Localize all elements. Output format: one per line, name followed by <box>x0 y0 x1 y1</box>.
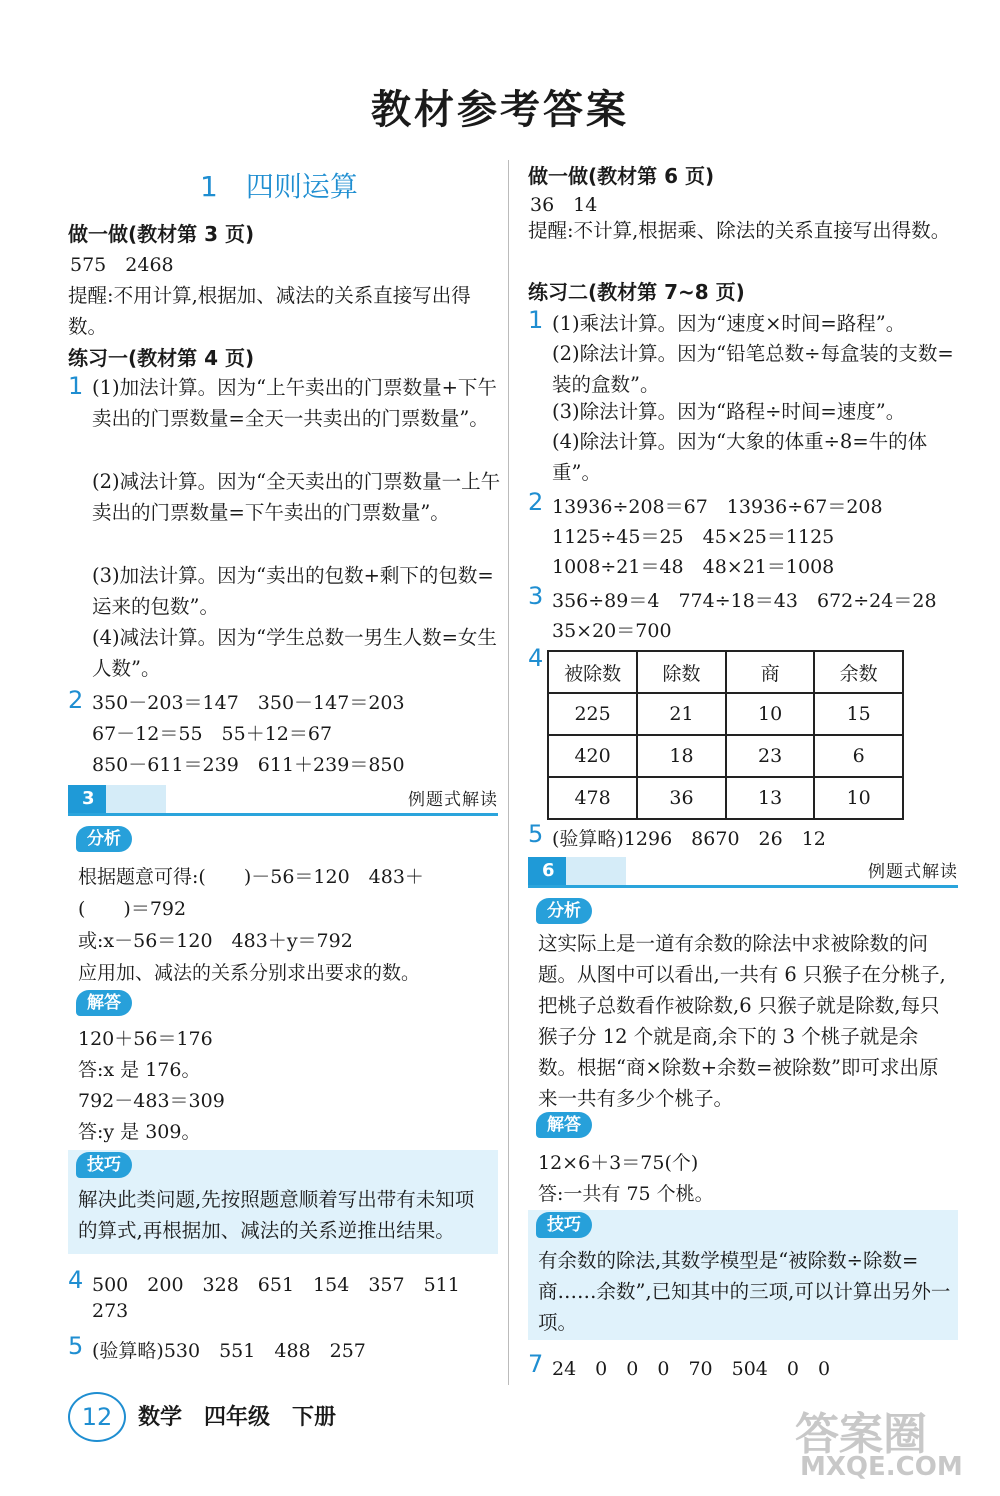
ex3-tip-tag: 技巧 <box>76 1152 132 1178</box>
table-cell: 18 <box>637 735 726 777</box>
table-cell: 420 <box>548 735 637 777</box>
ex6-solution-2: 答:一共有 75 个桃。 <box>538 1183 714 1205</box>
ex1-q1-part4: (4)减法计算。因为“学生总数一男生人数=女生人数”。 <box>92 626 497 680</box>
table-cell: 23 <box>726 735 815 777</box>
ex2-q1-part3: (3)除法计算。因为“路程÷时间=速度”。 <box>552 400 906 423</box>
ex1-q1-part1: (1)加法计算。因为“上午卖出的门票数量+下午卖出的门票数量=全天一共卖出的门票数量”。 <box>92 376 497 430</box>
ex2-q3-line2: 35×20＝700 <box>552 620 672 642</box>
ex3-tip: 解决此类问题,先按照题意顺着写出带有未知项的算式,再根据加、减法的关系逆推出结果。 <box>78 1188 475 1242</box>
ex6-label: 例题式解读 <box>868 862 958 882</box>
table-cell: 10 <box>726 693 815 735</box>
table-cell: 10 <box>814 777 903 819</box>
division-table <box>547 650 904 820</box>
ex3-analysis-1: 根据题意可得:( )－56＝120 483＋ <box>78 866 424 888</box>
ex2-q2-line2: 1125÷45＝25 45×25＝1125 <box>552 526 835 548</box>
column-divider <box>508 160 509 1385</box>
ex6-analysis: 这实际上是一道有余数的除法中求被除数的问题。从图中可以看出,一共有 6 只猴子在分桃子,把桃子总数看作被除数,6 只猴子就是除数,每只猴子分 12 个就是商,余下的 3 个桃子就是余数。根据“商×除数+余数=被除数”即可求出原来一共有多少个桃子。 <box>538 932 946 1110</box>
ex2-q2-number: 2 <box>528 488 544 516</box>
ex2-q1-part2: (2)除法计算。因为“铅笔总数÷每盒装的支数=装的盒数”。 <box>552 342 954 396</box>
q7-answer: 24 0 0 0 70 504 0 0 <box>552 1358 831 1380</box>
table-cell: 36 <box>637 777 726 819</box>
ex3-analysis-3: 或:x－56＝120 483＋y＝792 <box>78 930 353 952</box>
p6-answer: 36 14 <box>530 194 598 216</box>
table-cell: 15 <box>814 693 903 735</box>
ex3-tab-fill <box>106 785 166 813</box>
table-cell: 21 <box>637 693 726 735</box>
ex2-q3-number: 3 <box>528 582 544 610</box>
ex3-solution-3: 792－483＝309 <box>78 1090 225 1112</box>
ex2-q1-number: 1 <box>528 306 544 334</box>
ex6-analysis-tag: 分析 <box>536 898 592 924</box>
q4-number: 4 <box>68 1266 84 1294</box>
table-cell: 13 <box>726 777 815 819</box>
p3-answer: 575 2468 <box>70 254 174 276</box>
ex6-solution-1: 12×6＋3＝75(个) <box>538 1152 699 1174</box>
table-header: 除数 <box>637 651 726 693</box>
ex3-analysis-4: 应用加、减法的关系分别求出要求的数。 <box>78 962 421 984</box>
section-title: 1 四则运算 <box>200 170 358 203</box>
ex1-heading: 练习一(教材第 4 页) <box>68 346 255 370</box>
ex6-banner <box>528 857 958 888</box>
ex3-analysis-tag: 分析 <box>76 826 132 852</box>
ex1-q2-line3: 850－611＝239 611＋239＝850 <box>92 754 405 776</box>
table-header: 余数 <box>814 651 903 693</box>
ex1-q2-line2: 67－12＝55 55＋12＝67 <box>92 723 333 745</box>
table-cell: 478 <box>548 777 637 819</box>
ex1-q1-part3: (3)加法计算。因为“卖出的包数+剩下的包数=运来的包数”。 <box>92 564 494 618</box>
ex3-solution-4: 答:y 是 309。 <box>78 1121 201 1143</box>
ex2-q2-line3: 1008÷21＝48 48×21＝1008 <box>552 556 835 578</box>
table-row <box>548 735 903 777</box>
ex2-q5-number: 5 <box>528 820 544 848</box>
ex2-heading: 练习二(教材第 7~8 页) <box>528 280 745 304</box>
ex6-tab-fill <box>566 857 626 885</box>
ex2-q4-number: 4 <box>528 644 544 672</box>
ex6-tip: 有余数的除法,其数学模型是“被除数÷除数=商……余数”,已知其中的三项,可以计算出另外一项。 <box>538 1249 951 1334</box>
ex3-analysis-2: ( )＝792 <box>78 898 187 920</box>
p6-heading: 做一做(教材第 6 页) <box>528 164 715 188</box>
q4-line1: 500 200 328 651 154 357 511 <box>92 1274 460 1296</box>
watermark-url: MXQE.COM <box>800 1452 963 1482</box>
ex1-q2-number: 2 <box>68 686 84 714</box>
q7-number: 7 <box>528 1350 544 1378</box>
page-title: 教材参考答案 <box>371 87 629 133</box>
table-row <box>548 777 903 819</box>
q4-line2: 273 <box>92 1300 129 1322</box>
watermark-logo: 答案圈 <box>795 1409 927 1460</box>
table-header-row <box>548 651 903 693</box>
ex3-tab: 3 <box>68 785 106 813</box>
p6-tip: 提醒:不计算,根据乘、除法的关系直接写出得数。 <box>528 219 951 242</box>
p3-tip: 提醒:不用计算,根据加、减法的关系直接写出得数。 <box>68 284 471 338</box>
ex1-q1-number: 1 <box>68 372 84 400</box>
table-header: 被除数 <box>548 651 637 693</box>
book-info: 数学 四年级 下册 <box>138 1405 337 1430</box>
ex3-solution-1: 120＋56＝176 <box>78 1028 213 1050</box>
ex3-solution-2: 答:x 是 176。 <box>78 1059 201 1081</box>
p3-heading: 做一做(教材第 3 页) <box>68 222 255 246</box>
table-row <box>548 693 903 735</box>
table-cell: 6 <box>814 735 903 777</box>
ex2-q1-part1: (1)乘法计算。因为“速度×时间=路程”。 <box>552 312 906 335</box>
page-number: 12 <box>68 1392 126 1442</box>
table-header: 商 <box>726 651 815 693</box>
ex1-q1-part2: (2)减法计算。因为“全天卖出的门票数量一上午卖出的门票数量=下午卖出的门票数量”。 <box>92 470 501 524</box>
ex3-answer-tag: 解答 <box>76 990 132 1016</box>
ex6-answer-tag: 解答 <box>536 1112 592 1138</box>
ex2-q2-line1: 13936÷208＝67 13936÷67＝208 <box>552 496 883 518</box>
ex2-q1-part4: (4)除法计算。因为“大象的体重÷8=牛的体重”。 <box>552 430 928 484</box>
ex6-tab: 6 <box>528 857 566 885</box>
ex3-banner <box>68 785 498 816</box>
ex1-q2-line1: 350－203＝147 350－147＝203 <box>92 692 405 714</box>
ex2-q3-line1: 356÷89＝4 774÷18＝43 672÷24＝28 <box>552 590 937 612</box>
ex2-q5-answer: (验算略)1296 8670 26 12 <box>552 828 826 850</box>
table-cell: 225 <box>548 693 637 735</box>
ex6-tip-tag: 技巧 <box>536 1212 592 1238</box>
q5-answer: (验算略)530 551 488 257 <box>92 1340 366 1362</box>
ex3-label: 例题式解读 <box>408 790 498 810</box>
q5-number: 5 <box>68 1332 84 1360</box>
